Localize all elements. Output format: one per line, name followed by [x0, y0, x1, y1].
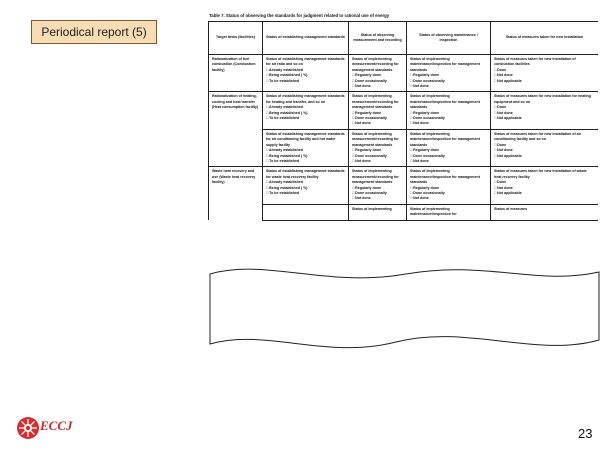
new-installation-cell: Status of measures [491, 204, 599, 220]
maintenance-cell [407, 204, 491, 220]
new-installation-cell-line: □ Not done [494, 73, 513, 78]
management-standards-cell-line: Status of establishing management standards for heating and transfer, and so on [266, 94, 345, 104]
maintenance-cell-line: Status of implementing maintenance/inspection for management standards [410, 94, 480, 110]
management-standards-cell-line: □ Already established [266, 180, 303, 185]
management-standards-cell-line: □ Being established ( %) [266, 110, 308, 115]
eccj-logo-text: ECCJ [40, 418, 73, 433]
new-installation-cell-line: □ Not done [494, 110, 513, 115]
new-installation-cell-line: □ Not applicable [494, 153, 522, 158]
table-row [209, 167, 599, 204]
management-standards-cell [263, 204, 349, 220]
measurement-cell-line: □ Done occasionally [352, 116, 387, 121]
management-standards-cell-line: □ Already established [266, 67, 303, 72]
table-header-row [209, 22, 599, 55]
maintenance-cell-line: Status of implementing [410, 206, 450, 211]
management-standards-cell [263, 129, 349, 166]
measurement-cell-line: □ Regularly done [352, 148, 382, 153]
measurement-cell-line: □ Not done [352, 84, 371, 89]
column-header: Status of observing measurement and recording [349, 22, 407, 55]
measurement-cell-line: □ Not done [352, 158, 371, 163]
maintenance-cell-line: □ Done occasionally [410, 190, 445, 195]
measurement-cell-line: Status of implementing measurement/recording for management standards [352, 57, 399, 72]
maintenance-cell-line: □ Done occasionally [410, 116, 445, 121]
column-header: Status of establishing management standards [263, 22, 349, 55]
management-standards-cell-line: Status of establishing management standards for air ratio and so on [266, 57, 345, 67]
measurement-cell [349, 92, 407, 129]
maintenance-cell-line: □ Done occasionally [410, 78, 445, 83]
target-item-cell: Waste heat recovery and use (Waste heat recovery facility) [209, 167, 263, 204]
maintenance-cell-line: □ Not done [410, 121, 429, 126]
energy-standards-table [208, 21, 598, 221]
maintenance-cell [407, 167, 491, 204]
measurement-cell [349, 129, 407, 166]
new-installation-cell-line: □ Not applicable [494, 116, 522, 121]
table-row [209, 129, 599, 166]
management-standards-cell-line: □ To be established [266, 158, 300, 163]
maintenance-cell-line: □ Done occasionally [410, 153, 445, 158]
measurement-cell-line: □ Done occasionally [352, 190, 387, 195]
new-installation-cell [491, 129, 599, 166]
target-item-cell [209, 204, 263, 220]
measurement-cell: Status of implementing [349, 204, 407, 220]
table-row [209, 55, 599, 92]
management-standards-cell-line: □ To be established [266, 190, 300, 195]
maintenance-cell-line: □ Regularly done [410, 148, 440, 153]
measurement-cell-line: □ Not done [352, 121, 371, 126]
management-standards-cell-line: □ Already established [266, 148, 303, 153]
maintenance-cell-line: □ Not done [410, 196, 429, 201]
maintenance-cell-line: maintenance/inspection for [410, 212, 457, 217]
new-installation-cell-line: Status of measures taken for new installation of waste heat recovery facility [494, 169, 587, 179]
maintenance-cell-line: □ Regularly done [410, 73, 440, 78]
measurement-cell [349, 167, 407, 204]
maintenance-cell-line: □ Regularly done [410, 110, 440, 115]
measurement-cell-line: Status of implementing measurement/recording for management standards [352, 131, 399, 147]
new-installation-cell-line: □ Done [494, 67, 507, 72]
management-standards-cell-line: □ To be established [266, 78, 300, 83]
column-header: Status of observing maintenance / inspection [407, 22, 491, 55]
new-installation-cell-line: □ Done [494, 142, 507, 147]
measurement-cell-line: □ Regularly done [352, 110, 382, 115]
measurement-cell-line: Status of implementing measurement/recording for management standards [352, 94, 399, 110]
target-item-cell: Rationalization of fuel combustion (Combustion facility) [209, 55, 263, 92]
management-standards-cell [263, 55, 349, 92]
measurement-cell-line: □ Not done [352, 196, 371, 201]
measurement-cell-line: □ Regularly done [352, 73, 382, 78]
new-installation-cell-line: □ Not applicable [494, 190, 522, 195]
column-header: Status of measures taken for new installation [491, 22, 599, 55]
management-standards-cell [263, 92, 349, 129]
new-installation-cell-line: Status of measures taken for new installation for heating equipment and so on [494, 94, 591, 104]
maintenance-cell-line: □ Regularly done [410, 185, 440, 190]
eccj-logo-icon [16, 416, 40, 440]
new-installation-cell-line: □ Not done [494, 185, 513, 190]
measurement-cell-line: □ Regularly done [352, 185, 382, 190]
maintenance-cell-line: Status of implementing maintenance/inspection for management standards [410, 169, 480, 185]
new-installation-cell-line: □ Done [494, 180, 507, 185]
target-item-cell: Rationalization of heating, cooling and heat transfer (Heat consumption facility) [209, 92, 263, 129]
management-standards-cell-line: □ Being established ( %) [266, 73, 308, 78]
new-installation-cell [491, 167, 599, 204]
target-item-cell [209, 129, 263, 166]
new-installation-cell-line: Status of measures taken for new installation of combustion facilities [494, 57, 576, 67]
maintenance-cell-line: Status of implementing maintenance/inspection for management standards [410, 131, 480, 147]
maintenance-cell-line: □ Not done [410, 84, 429, 89]
maintenance-cell [407, 92, 491, 129]
table-row [209, 92, 599, 129]
measurement-cell-line: Status of implementing measurement/recording for management standards [352, 169, 399, 185]
column-header: Target items (facilities) [209, 22, 263, 55]
table-row-partial [209, 204, 599, 220]
management-standards-cell-line: □ Already established [266, 105, 303, 110]
management-standards-cell [263, 167, 349, 204]
measurement-cell-line: □ Done occasionally [352, 153, 387, 158]
management-standards-cell-line: □ Being established ( %) [266, 153, 308, 158]
new-installation-cell-line: □ Not done [494, 148, 513, 153]
measurement-cell [349, 55, 407, 92]
report-title-badge: Periodical report (5) [31, 20, 157, 44]
management-standards-cell-line: Status of establishing management standards for air conditioning facility and hot water supply facility [266, 131, 345, 147]
management-standards-cell-line: Status of establishing management standards for waste heat recovery facility [266, 169, 345, 179]
table-caption: Table 7. Status of observing the standards for judgment related to rational use of energy [209, 13, 390, 18]
new-installation-cell-line: □ Not applicable [494, 78, 522, 83]
new-installation-cell-line: Status of measures taken for new installation of air conditioning facility and so on [494, 131, 582, 142]
page-number: 23 [578, 426, 593, 441]
table-body [209, 55, 599, 221]
management-standards-cell-line: □ To be established [266, 116, 300, 121]
new-installation-cell-line: □ Done [494, 105, 507, 110]
maintenance-cell [407, 55, 491, 92]
new-installation-cell [491, 92, 599, 129]
measurement-cell-line: □ Done occasionally [352, 78, 387, 83]
new-installation-cell [491, 55, 599, 92]
maintenance-cell-line: Status of implementing maintenance/inspection for management standards [410, 57, 480, 72]
torn-page-wave-overlay [206, 262, 600, 362]
maintenance-cell-line: □ Not done [410, 158, 429, 163]
maintenance-cell [407, 129, 491, 166]
management-standards-cell-line: □ Being established ( %) [266, 185, 308, 190]
